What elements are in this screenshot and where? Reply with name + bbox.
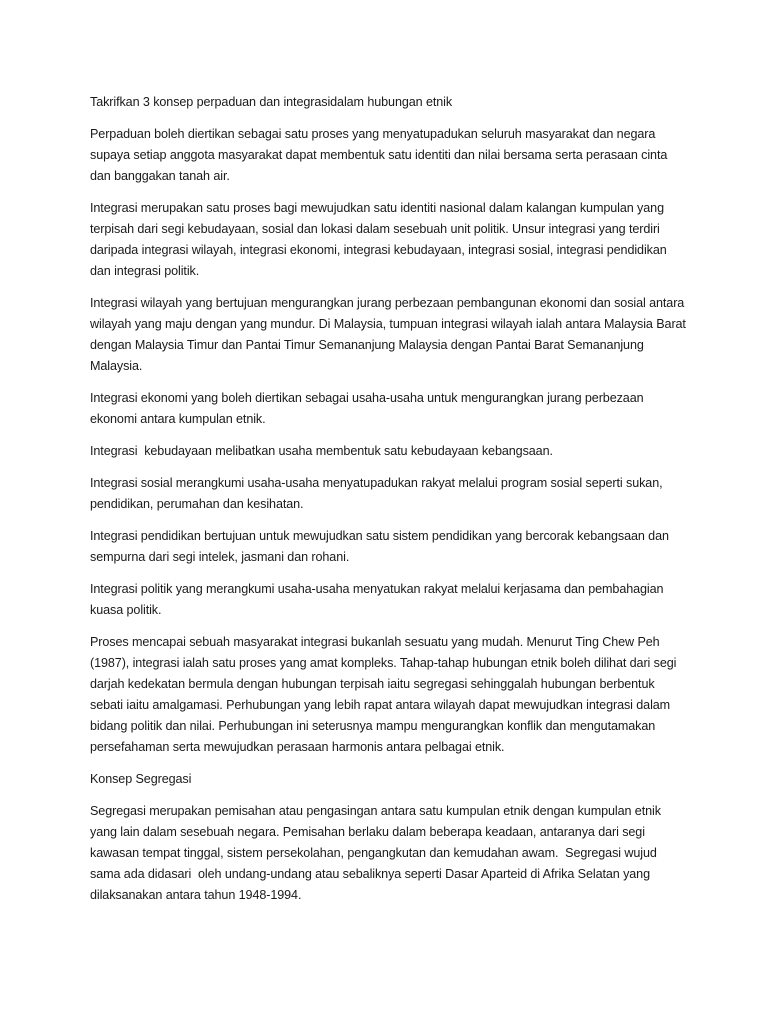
paragraph-proses-integrasi: Proses mencapai sebuah masyarakat integrasi bukanlah sesuatu yang mudah. Menurut Ting Chew Peh (1987), integrasi ialah satu proses yang amat kompleks. Tahap-tahap hubungan etnik boleh dilihat dari segi darjah kedekatan bermula dengan hubungan terpisah iaitu segregasi sehinggalah hubungan berbentuk sebati iaitu amalgamasi. Perhubungan yang lebih rapat antara wilayah dapat mewujudkan integrasi dalam bidang politik dan nilai. Perhubungan ini seterusnya mampu mengurangkan konflik dan mengutamakan persefahaman serta mewujudkan perasaan harmonis antara pelbagai etnik. [90, 635, 680, 754]
paragraph-integrasi: Integrasi merupakan satu proses bagi mewujudkan satu identiti nasional dalam kalangan kumpulan yang terpisah dari segi kebudayaan, sosial dan lokasi dalam sesebuah unit politik. Unsur integrasi yang terdiri daripada integrasi wilayah, integrasi ekonomi, integrasi kebudayaan, integrasi sosial, integrasi pendidikan dan integrasi politik. [90, 201, 671, 278]
paragraph-integrasi-wilayah: Integrasi wilayah yang bertujuan mengurangkan jurang perbezaan pembangunan ekonomi dan sosial antara wilayah yang maju dengan yang mundur. Di Malaysia, tumpuan integrasi wilayah ialah antara Malaysia Barat dengan Malaysia Timur dan Pantai Timur Semananjung Malaysia dengan Pantai Barat Semananjung Malaysia. [90, 296, 690, 373]
paragraph-integrasi-kebudayaan: Integrasi kebudayaan melibatkan usaha membentuk satu kebudayaan kebangsaan. [90, 444, 553, 458]
paragraph-segregasi: Segregasi merupakan pemisahan atau pengasingan antara satu kumpulan etnik dengan kumpulan etnik yang lain dalam sesebuah negara. Pemisahan berlaku dalam beberapa keadaan, antaranya dari segi kawasan tempat tinggal, sistem persekolahan, pengangkutan dan kemudahan awam. Segregasi wujud sama ada didasari oleh undang-undang atau sebaliknya seperti Dasar Aparteid di Afrika Selatan yang dilaksanakan antara tahun 1948-1994. [90, 804, 665, 902]
paragraph-integrasi-pendidikan: Integrasi pendidikan bertujuan untuk mewujudkan satu sistem pendidikan yang bercorak kebangsaan dan sempurna dari segi intelek, jasmani dan rohani. [90, 529, 673, 564]
section-heading-segregasi: Konsep Segregasi [90, 772, 192, 786]
document-body [90, 92, 690, 917]
paragraph-integrasi-politik: Integrasi politik yang merangkumi usaha-usaha menyatukan rakyat melalui kerjasama dan pembahagian kuasa politik. [90, 582, 667, 617]
paragraph-integrasi-ekonomi: Integrasi ekonomi yang boleh diertikan sebagai usaha-usaha untuk mengurangkan jurang perbezaan ekonomi antara kumpulan etnik. [90, 391, 647, 426]
document-title: Takrifkan 3 konsep perpaduan dan integrasidalam hubungan etnik [90, 95, 453, 109]
paragraph-perpaduan: Perpaduan boleh diertikan sebagai satu proses yang menyatupadukan seluruh masyarakat dan negara supaya setiap anggota masyarakat dapat membentuk satu identiti dan nilai bersama serta perasaan cinta dan banggakan tanah air. [90, 127, 671, 183]
paragraph-integrasi-sosial: Integrasi sosial merangkumi usaha-usaha menyatupadukan rakyat melalui program sosial seperti sukan, pendidikan, perumahan dan kesihatan. [90, 476, 666, 511]
